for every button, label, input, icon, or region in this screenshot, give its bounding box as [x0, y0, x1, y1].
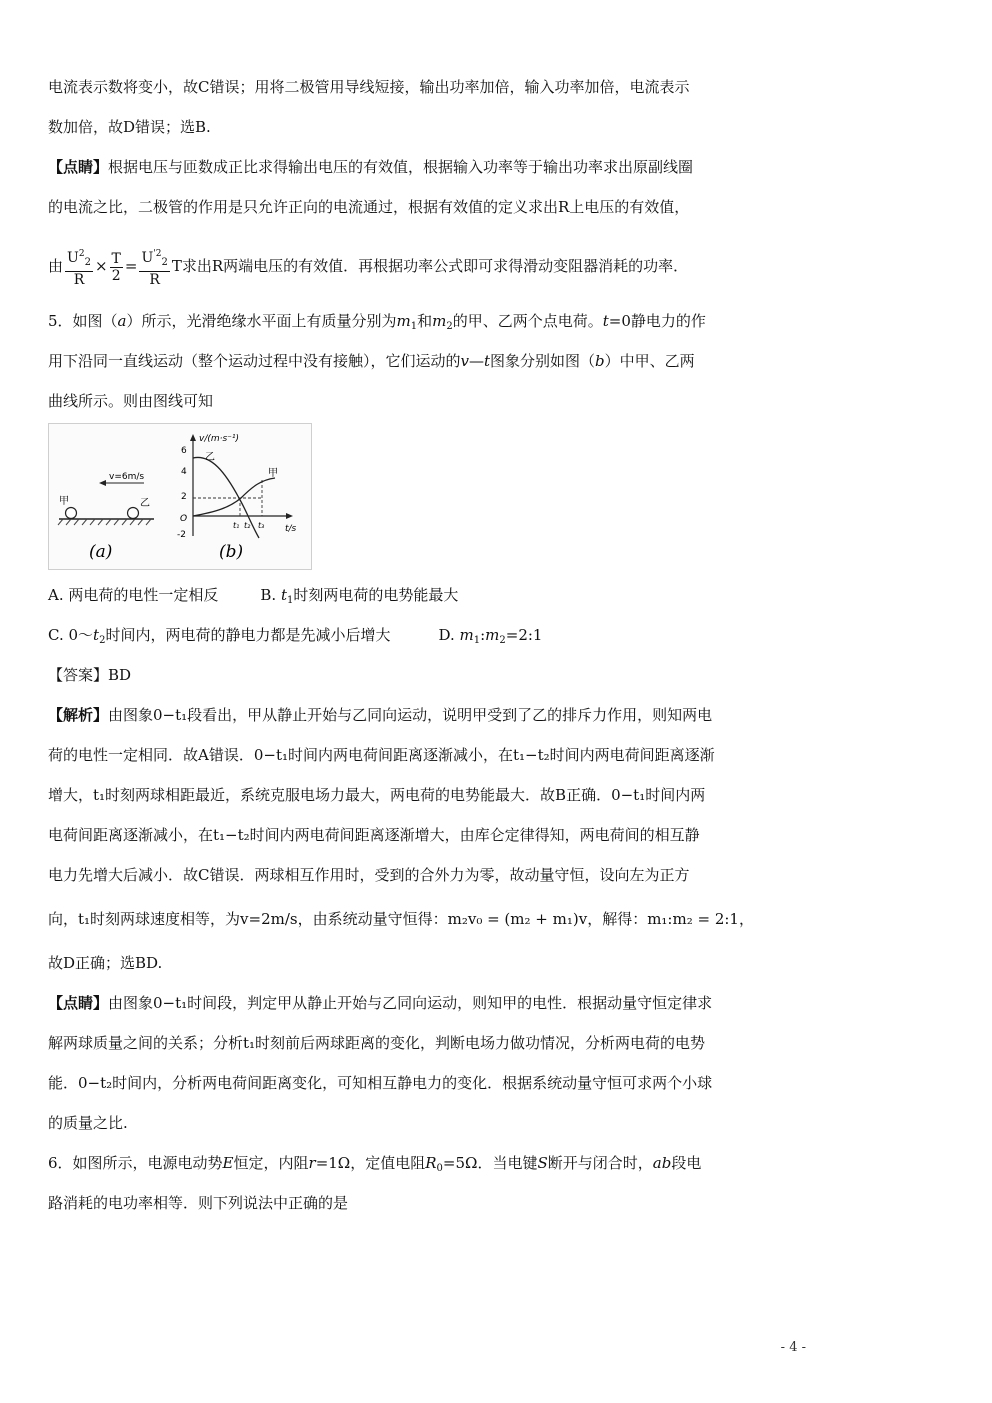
options-line: [48, 624, 808, 652]
option-a: A. 两电荷的电性一定相反: [48, 586, 219, 604]
page-number: - 4 -: [780, 1340, 806, 1355]
t2-label: t₂: [244, 521, 251, 530]
fraction: $\frac{T}{2}$: [111, 250, 121, 284]
section-tag: 【解析】: [48, 706, 109, 724]
text-line: 荷的电性一定相同．故A错误．0−t₁时间内两电荷间距离逐渐减小，在t₁−t₂时间内两电荷间距离逐渐: [48, 746, 715, 764]
question-5-line: 5．如图（a）所示，光滑绝缘水平面上有质量分别为$m_1$和$m_2$的甲、乙两个点电荷。t=0静电力的作: [48, 312, 706, 332]
answer-line: 【答案】BD: [48, 666, 132, 684]
x-axis-label: t/s: [285, 524, 297, 534]
formula-line: 由 $\frac{U^2_2}{R}$ × $\frac{T}{2}$ = $\frac{U^{'2}_2}{R}$ T求出R两端电压的有效值．再根据功率公式即可求得滑动变阻器消耗的功率．: [48, 236, 808, 296]
tick-label: 4: [181, 467, 187, 477]
curve-jia: [193, 478, 275, 516]
text-line: 增大，t₁时刻两球相距最近，系统克服电场力最大，两电荷的电势能最大．故B正确．0−t₁时间内两: [48, 786, 706, 804]
text-line: 曲线所示。则由图线可知: [48, 392, 214, 410]
curve-label-yi: 乙: [205, 452, 215, 463]
options-line: [48, 584, 808, 612]
tick-label: 2: [181, 492, 187, 502]
text-line: 向，t₁时刻两球速度相等，为v=2m/s，由系统动量守恒得：m₂v₀ = (m₂ + m₁)v，解得：m₁:m₂ = 2:1，: [48, 910, 754, 928]
text-line: 故D正确；选BD.: [48, 954, 163, 972]
ground-hatch: [58, 519, 151, 525]
t1-label: t₁: [233, 521, 240, 530]
text-line: 电荷间距离逐渐减小，在t₁−t₂时间内两电荷间距离逐渐增大，由库仑定律得知，两电荷间的相互静: [48, 826, 700, 844]
section-tag: 【点睛】: [48, 158, 109, 176]
text-line: 用下沿同一直线运动（整个运动过程中没有接触），它们运动的v—t图象分别如图（b）中甲、乙两: [48, 352, 695, 370]
y-arrowhead: [190, 434, 196, 441]
caption-a: (a): [89, 542, 113, 562]
text-line: 数加倍，故D错误；选B.: [48, 118, 211, 136]
option-b: B. $t_1$时刻两电荷的电势能最大: [260, 586, 459, 606]
tick-label: -2: [177, 530, 186, 540]
label-jia: 甲: [59, 496, 69, 507]
figure-svg: [49, 424, 311, 569]
velocity-label: v=6m/s: [109, 472, 145, 482]
figure-ab: [48, 423, 312, 570]
t3-label: t₃: [258, 521, 265, 530]
tick-label: O: [180, 514, 188, 524]
question-6-line: 6．如图所示，电源电动势E恒定，内阻r=1Ω，定值电阻$R_0=5\Omega$．当电键S断开与闭合时，ab段电: [48, 1154, 702, 1174]
text-line: 解两球质量之间的关系；分析t₁时刻前后两球距离的变化，判断电场力做功情况，分析两电荷的电势: [48, 1034, 706, 1052]
text-line: 能．0−t₂时间内，分析两电荷间距离变化，可知相互静电力的变化．根据系统动量守恒可求两个小球: [48, 1074, 713, 1092]
option-c: C. $0\sim t_2$时间内，两电荷的静电力都是先减小后增大: [48, 626, 391, 646]
option-d: D. $m_1:m_2=2:1$: [438, 626, 543, 646]
text-line: 【点睛】由图象0−t₁时间段，判定甲从静止开始与乙同向运动，则知甲的电性．根据动量守恒定律求: [48, 994, 713, 1012]
charge-yi: [128, 508, 139, 519]
arrowhead: [99, 480, 106, 486]
text-line: 【解析】由图象0−t₁段看出，甲从静止开始与乙同向运动，说明甲受到了乙的排斥力作用，则知两电: [48, 706, 713, 724]
section-tag: 【点睛】: [48, 994, 109, 1012]
text-line: 路消耗的电功率相等．则下列说法中正确的是: [48, 1194, 349, 1212]
fraction: $\frac{U^{'2}_2}{R}$: [139, 246, 169, 288]
curve-label-jia: 甲: [268, 468, 278, 479]
x-arrowhead: [286, 513, 293, 519]
text-line: 电流表示数将变小，故C错误；用将二极管用导线短接，输出功率加倍，输入功率加倍，电流表示: [48, 78, 690, 96]
tick-label: 6: [181, 446, 187, 456]
text-line: 的电流之比，二极管的作用是只允许正向的电流通过，根据有效值的定义求出R上电压的有效值，: [48, 198, 690, 216]
label-yi: 乙: [140, 498, 150, 509]
charge-jia: [66, 508, 77, 519]
y-axis-label: v/(m·s⁻¹): [199, 434, 240, 444]
text-line: 【点睛】根据电压与匝数成正比求得输出电压的有效值，根据输入功率等于输出功率求出原副线圈: [48, 158, 694, 176]
caption-b: (b): [219, 542, 244, 562]
text-line: 的质量之比.: [48, 1114, 128, 1132]
fraction: $\frac{U^2_2}{R}$: [65, 246, 93, 288]
text-line: 电力先增大后减小．故C错误．两球相互作用时，受到的合外力为零，故动量守恒，设向左为正方: [48, 866, 690, 884]
